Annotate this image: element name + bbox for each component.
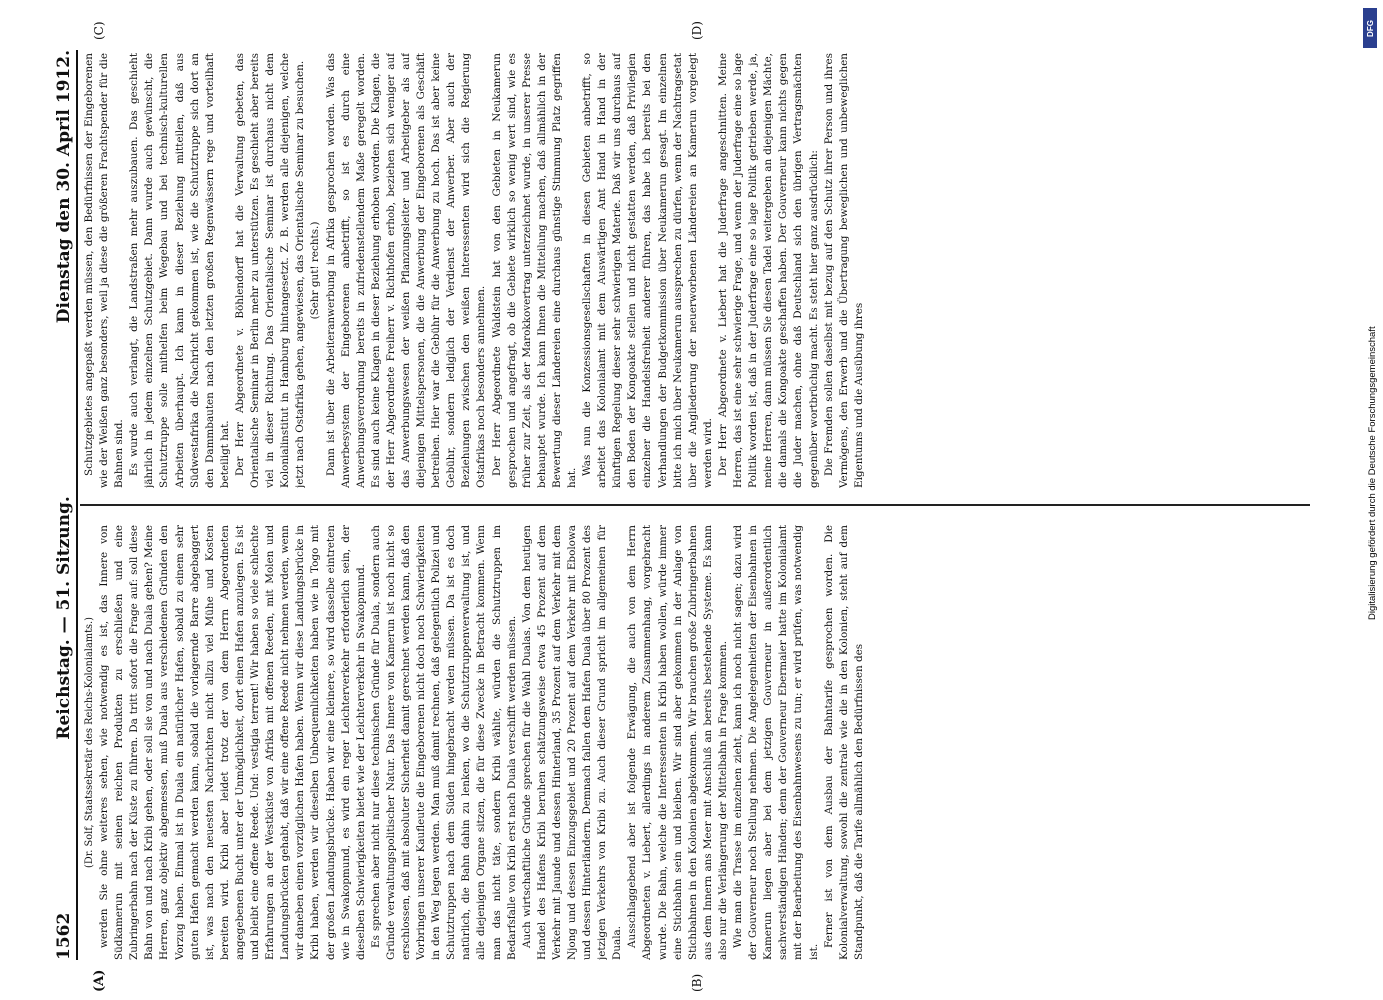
paragraph: Ferner ist von dem Ausbau der Bahntarife gesprochen worden. Die Kolonialverwaltung, sowohl die zentrale wie die in den Kolonien, steht auf dem Standpunkt, daß die Tarife allmählich den Bedürfnissen des [822, 525, 865, 960]
paragraph: Auch wirtschaftliche Gründe sprechen für die Wahl Dualas. Von dem heutigen Handel des Hafens Kribi beruhen schätzungsweise etwa 45 Prozent auf dem Verkehr mit Jaunde und dessen Hinterland, 35 Prozent auf dem Verkehr mit dem Njong und dessen Einzugsgebiet und 20 Prozent auf dem Verkehr mit Ebolowa und dessen Hinterländern. Demnach fallen dem Hafen Duala über 80 Prozent des jetzigen Verkehrs von Kribi zu. Auch dieser Grund spricht im allgemeinen für Duala. [520, 525, 624, 960]
left-running-title: Reichstag. — 51. Sitzung. [54, 496, 74, 740]
paragraph: Der Herr Abgeordnete v. Liebert hat die Juderfrage angeschnitten. Meine Herren, das ist eine sehr schwierige Frage, und wenn der Juderfrage eine so lage Politik worden ist, daß in der Juderfrage eine so lage Politik getrieben werde, ja, meine Herren, dann müssen Sie diesen Tadel weitergeben an diejenigen Mächte, die damals die Kongoakte geschaffen haben. Der Gouverneur kann nichts gegen die Juder machen, ohne daß Deutschland sich den übrigen Vertragsmächten gegenüber wortbrüchig macht. Es steht hier ganz ausdrücklich: [716, 53, 820, 488]
paragraph: Ausschlaggebend aber ist folgende Erwägung, die auch von dem Herrn Abgeordneten v. Liebert, allerdings in anderem Zusammenhang, vorgebracht wurde. Die Bahn, welche die Interessenten in Kribi haben wollen, würde immer eine Stichbahn sein und bleiben. Wir sind aber gekommen in der Anlage von Stichbahnen in den Kolonien abgekommen. Wir brauchen große Zubringerbahnen aus dem Innern ans Meer mit Anschluß an bereits bestehende Systeme. Es kann also nur die Verlängerung der Mittelbahn in Frage kommen. [626, 525, 729, 960]
margin-marker-b: (B) [690, 973, 704, 992]
paragraph: Es wurde auch verlangt, die Landstraßen mehr auszubauen. Das geschieht jährlich in jedem einzelnen Schutzgebiet. Dann wurde auch gewünscht, die Schutztruppe solle mithelfen beim Wegebau und bei technisch-kulturellen Arbeiten überhaupt. Ich kann in dieser Beziehung mitteilen, daß aus Südwestafrika die Nachricht gekommen ist, wie die Schutztruppe sich dort an den Dammbauten nach den letzten großen Regenwässern rege und vorteilhaft beteiligt hat. [128, 53, 231, 488]
right-column [82, 53, 1312, 488]
paragraph: Wie man die Trasse im einzelnen zieht, kann ich noch nicht sagen; dazu wird der Gouverneur noch Stellung nehmen. Die Angelegenheiten der Eisenbahnen in Kamerun liegen aber bei dem jetzigen Gouverneur in außerordentlich sachverständigen Händen; denn der Gouverneur Ebermaier hatte im Kolonialamt mit der Bearbeitung des Eisenbahnwesens zu tun; er wird prüfen, was notwendig ist. [732, 525, 820, 960]
paragraph: Was nun die Konzessionsgesellschaften in diesen Gebieten anbetrifft, so arbeitet das Kolonialamt mit dem Auswärtigen Amt Hand in Hand in der künftigen Regelung dieser sehr schwierigen Materie. Daß wir uns durchaus auf den Boden der Kongoakte stellen und nicht gestatten werden, daß Privilegien einzelner die Handelsfreiheit anderer führen, das habe ich bereits bei den Verhandlungen der Budgetkommission über Neukamerun gesagt. Im einzelnen bitte ich mich über Neukamerun aussprechen zu dürfen, wenn der Nachtragsetat über die Angliederung der neuerworbenen Ländereien an Kamerun vorgelegt werden wird. [581, 53, 714, 488]
header-rule [76, 50, 78, 960]
paragraph: Der Herr Abgeordnete Waldstein hat von den Gebieten in Neukamerun gesprochen und angefragt, ob die Gebiete wirklich so wenig wert sind, wie es früher zur Zeit, als der Marokkovertrag unterzeichnet wurde, in unserer Presse behauptet wurde. Ich kann Ihnen die Mitteilung machen, daß allmählich in der Bewertung dieser Ländereien eine durchaus günstige Stimmung Platz gegriffen hat. [490, 53, 578, 488]
column-divider [80, 504, 1310, 506]
paragraph: Der Herr Abgeordnete v. Böhlendorff hat die Verwaltung gebeten, das Orientalische Seminar in Berlin mehr zu unterstützen. Es geschieht aber bereits viel in dieser Richtung. Das Orientalische Seminar ist durchaus nicht dem Kolonialinstitut in Hamburg hintangesetzt. Z. B. werden alle diejenigen, welche jetzt nach Ostafrika gehen, angewiesen, das Orientalische Seminar zu besuchen. [233, 53, 307, 488]
paragraph: Schutzgebietes angepaßt werden müssen, den Bedürfnissen der Eingeborenen wie der Weißen ganz besonders, weil ja diese die größeren Frachtspender für die Bahnen sind. [83, 53, 126, 488]
interjection: (Sehr gut! rechts.) [309, 221, 322, 320]
left-column [82, 525, 1312, 960]
paragraph: Es sprechen aber nicht nur diese technischen Gründe für Duala, sondern auch Gründe verwaltungspolitischer Natur. Das Innere von Kamerun ist noch nicht so erschlossen, daß mit absoluter Sicherheit damit gerechnet werden kann, daß den Vorbringen unserer Kaufleute die Eingeborenen nicht doch noch Schwierigkeiten in den Weg legen werden. Man muß damit rechnen, daß gelegentlich Polizei und Schutztruppen nach dem Süden hingebracht werden müssen. Da ist es doch natürlich, die Bahn dahin zu lenken, wo die Schutztruppenverwaltung ist, und alle diejenigen Organe sitzen, die für diese Zwecke in Betracht kommen. Wenn man das nicht täte, sondern Kribi wählte, würden die Schutztruppen im Bedarfsfalle von Kribi erst nach Duala verschifft werden müssen. [369, 525, 518, 960]
page-number: 1562 [54, 912, 74, 960]
margin-marker-a: (A) [92, 969, 107, 992]
paragraph: Dann ist über die Arbeiteranwerbung in Afrika gesprochen worden. Was das Anwerbesystem der Eingeborenen anbetrifft, so ist es durch eine Anwerbungsverordnung bereits in zufriedenstellendem Maße geregelt worden. Es sind auch keine Klagen in dieser Beziehung erhoben worden. Die Klagen, die der Herr Abgeordnete Freiherr v. Richthofen erhob, beziehen sich weniger auf das Anwerbungswesen der weißen Pflanzungsleiter und Arbeitgeber als auf diejenigen Mittelspersonen, die die Anwerbung der Eingeborenen als Geschäft betreiben. Hier war die Gebühr für die Anwerbung zu hoch. Das ist aber keine Gebühr, sondern lediglich der Verdienst der Anwerber. Aber auch der Beziehungen zwischen den weißen Interessenten wird sich die Regierung Ostafrikas noch besonders annehmen. [324, 53, 488, 488]
right-running-title: Dienstag den 30. April 1912. [54, 50, 74, 324]
digitization-note-text: Digitalisierung gefördert durch die Deutsche Forschungsgemeinschaft [1367, 326, 1378, 620]
margin-marker-d: (D) [690, 21, 704, 40]
margin-marker-c: (C) [92, 21, 106, 40]
paragraph: werden Sie ohne weiteres sehen, wie notwendig es ist, das Innere von Südkamerun mit seinen reichen Produkten zu erschließen und eine Zubringerbahn nach der Küste zu führen. Da tritt sofort die Frage auf: soll diese Bahn von und nach Kribi gehen, oder soll sie von und nach Duala gehen? Meine Herren, ganz objektiv abgemessen, muß Duala aus verschiedenen Gründen den Vorzug haben. Einmal ist in Duala ein natürlicher Hafen, sobald zu einem sehr guten Hafen gemacht werden kann, sobald die vorlagernde Barre abgebaggert ist, was nach den neuesten Nachrichten nicht allzu viel Mühe und Kosten bereiten wird. Kribi aber leidet trotz der von dem Herrn Abgeordneten angegebenen Bucht unter der Unmöglichkeit, dort einen Hafen anzulegen. Es ist und bleibt eine offene Reede. Und: vestigia terrent! Wir haben so viele schlechte Erfahrungen an der Westküste von Afrika mit offenen Reeden, mit Molen und Landungsbrücken gehabt, daß wir eine offene Reede nicht nehmen werden, wenn wir daneben einen vorzüglichen Hafen haben. Wenn wir diese Landungsbrücke in Kribi haben, werden wir dieselben Unbequemlichkeiten haben wie in Togo mit der großen Landungsbrücke. Haben wir eine kleinere, so wird dasselbe eintreten wie in Swakopmund, es wird ein reger Leichterverkehr erforderlich sein, der dieselben Schwierigkeiten bietet wie der Leichterverkehr in Swakopmund. [98, 525, 367, 960]
speaker-note: (Dr. Solf, Staatssekretär des Reichs-Kolonialamts.) [84, 617, 95, 868]
dfg-logo: DFG [1363, 8, 1377, 48]
paragraph: Die Fremden sollen daselbst mit bezug auf den Schutz ihrer Person und ihres Vermögens, den Erwerb und die Übertragung beweglichen und unbeweglichen Eigentums und die Ausübung ihres [822, 53, 865, 488]
digitization-note [1355, 60, 1378, 620]
page-header [48, 50, 74, 960]
